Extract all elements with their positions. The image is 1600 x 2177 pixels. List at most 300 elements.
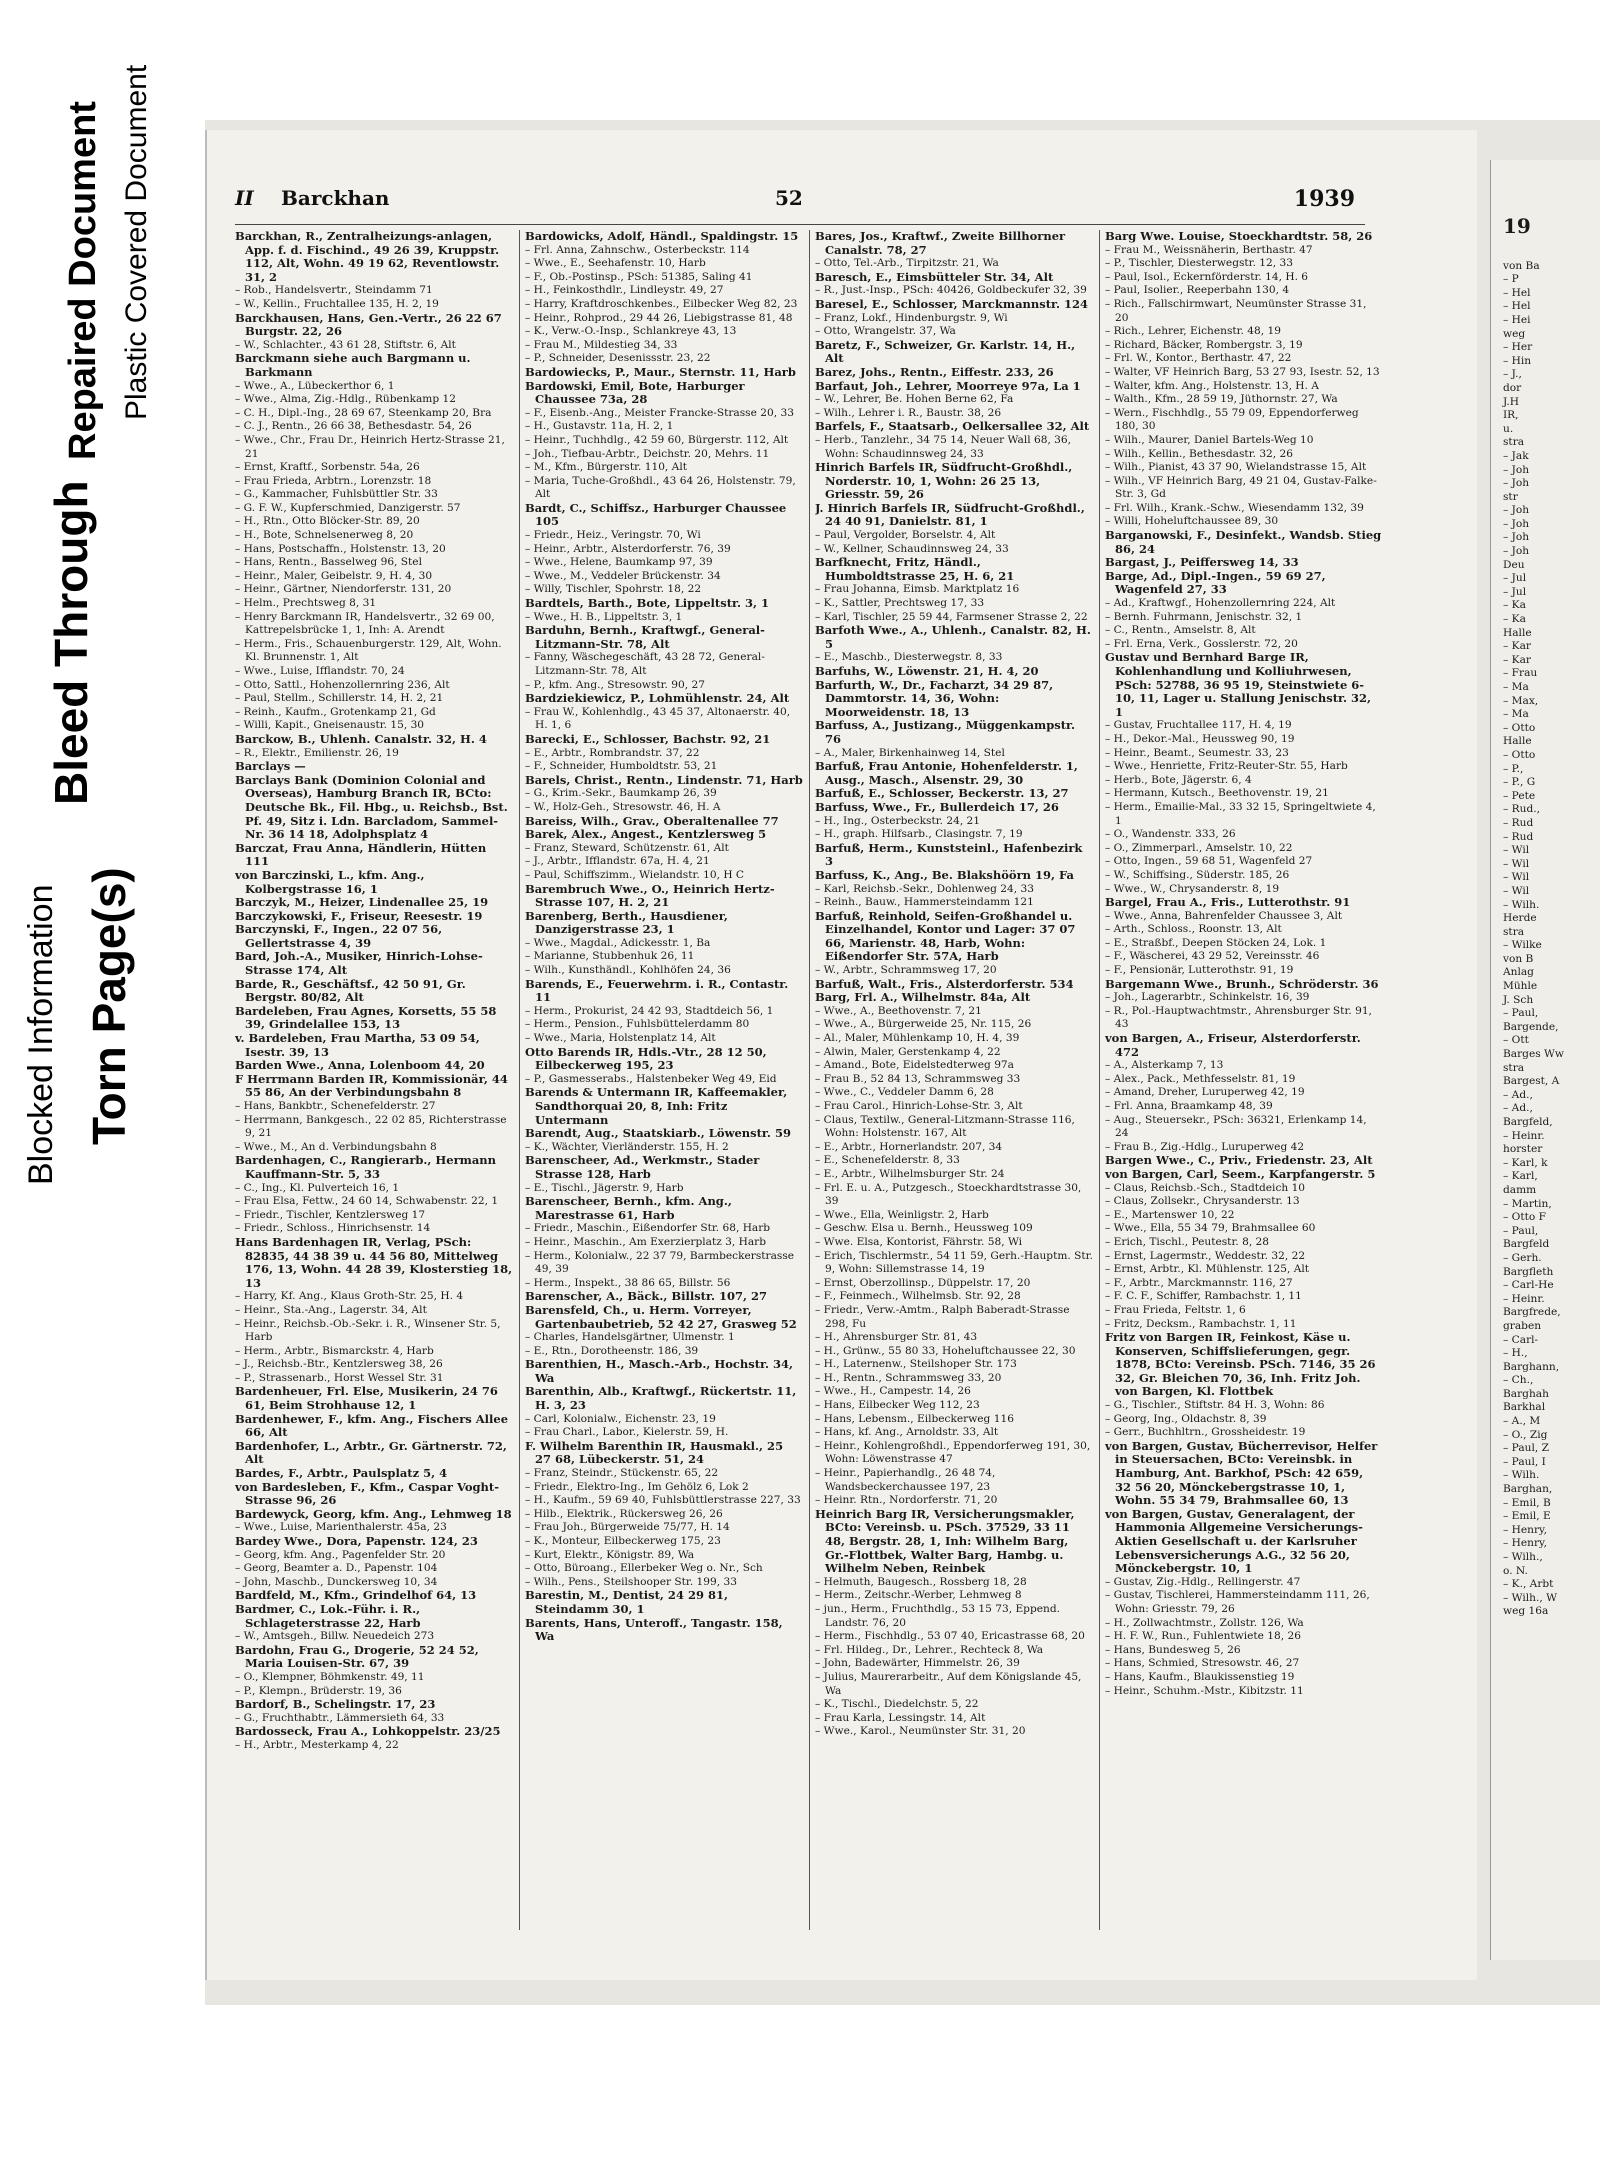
directory-entry: – Bernh. Fuhrmann, Jenischstr. 32, 1: [1105, 610, 1303, 623]
next-page-line: – Hei: [1503, 313, 1531, 326]
directory-entry: F Herrmann Barden IR, Kommissionär, 44 55 86, An der Verbindungsbahn 8: [235, 1071, 508, 1100]
next-page-line: – O., Zig: [1503, 1428, 1548, 1441]
directory-entry: – Frau Johanna, Eimsb. Marktplatz 16: [815, 583, 1020, 596]
next-page-line: graben: [1503, 1319, 1542, 1332]
directory-entry: – Alex., Pack., Methfesselstr. 81, 19: [1105, 1072, 1296, 1085]
directory-entry: – M., Kfm., Bürgerstr. 110, Alt: [525, 461, 687, 474]
directory-entry: Bardziekiewicz, P., Lohmühlenstr. 24, Alt: [525, 691, 790, 706]
next-page-line: – P.,: [1503, 762, 1524, 775]
directory-entry: – Ad., Kraftwgf., Hohenzollernring 224, Alt: [1105, 597, 1336, 610]
directory-page: [205, 130, 1477, 1980]
scanned-directory-spread: [205, 120, 1600, 2005]
directory-entry: Barenscheer, Bernh., kfm. Ang., Marestrasse 61, Harb: [525, 1194, 732, 1222]
directory-entry: – Hans, Postschaffn., Holstenstr. 13, 20: [235, 542, 446, 555]
directory-entry: Barendt, Aug., Staatskiarb., Löwenstr. 59: [525, 1126, 791, 1141]
directory-entry: – C. H., Dipl.-Ing., 28 69 67, Steenkamp 20, Bra: [235, 406, 492, 419]
directory-entry: von Bardesleben, F., Kfm., Caspar Voght-Strasse 96, 26: [235, 1479, 499, 1508]
directory-entry: Barg Wwe. Louise, Stoeckhardtstr. 58, 26: [1105, 230, 1373, 243]
directory-entry: – Helmuth, Baugesch., Rossberg 18, 28: [815, 1575, 1027, 1588]
directory-entry: – Wwe., Helene, Baumkamp 97, 39: [525, 556, 713, 569]
directory-entry: – H., Laternenw., Steilshoper Str. 173: [815, 1358, 1017, 1371]
directory-entry: – Karl, Reichsb.-Sekr., Dohlenweg 24, 33: [815, 882, 1034, 895]
directory-entry: – F., Arbtr., Marckmannstr. 116, 27: [1105, 1276, 1293, 1289]
directory-entry: Bargemann Wwe., Brunh., Schröderstr. 36: [1105, 976, 1379, 991]
directory-entry: Bardmer, C., Lok.-Führ. i. R., Schlageterstrasse 22, Harb: [235, 1601, 421, 1630]
directory-entry: – Arth., Schloss., Roonstr. 13, Alt: [1105, 923, 1282, 936]
directory-entry: – Hans, Lebensm., Eilbeckerweg 116: [815, 1412, 1014, 1425]
next-page-edge: [1490, 160, 1600, 1960]
next-page-line: dor: [1503, 381, 1522, 394]
directory-entry: – Herb., Bote, Jägerstr. 6, 4: [1105, 773, 1252, 786]
label-plastic-covered-document: Plastic Covered Document: [120, 64, 153, 420]
directory-entry: – Wwe., M., An d. Verbindungsbahn 8: [235, 1140, 437, 1153]
directory-entry: – K., Wächter, Vierländerstr. 155, H. 2: [525, 1140, 729, 1153]
directory-entry: – Rob., Handelsvertr., Steindamm 71: [235, 284, 433, 297]
next-page-line: o. N.: [1503, 1564, 1528, 1577]
directory-entry: – Franz, Lokf., Hindenburgstr. 9, Wi: [815, 311, 1008, 324]
directory-entry: – Georg, Beamter a. D., Papenstr. 104: [235, 1562, 438, 1575]
directory-entry: – W., Amtsgeh., Billw. Neuedeich 273: [235, 1630, 435, 1643]
next-page-line: – Wil: [1503, 857, 1530, 870]
next-page-line: – Carl-He: [1503, 1279, 1554, 1292]
next-page-line: weg: [1503, 327, 1526, 340]
directory-entry: Barfuss, K., Ang., Be. Blakshöörn 19, Fa: [815, 867, 1074, 882]
page-header: [235, 186, 1355, 220]
directory-entry: – Frau Carol., Hinrich-Lohse-Str. 3, Alt: [815, 1100, 1023, 1112]
directory-entry: – G., Tischler., Stiftstr. 84 H. 3, Wohn: 86: [1105, 1399, 1325, 1412]
directory-entry: Bargast, J., Peiffersweg 14, 33: [1105, 555, 1299, 570]
directory-entry: Barczynski, F., Ingen., 22 07 56, Gellertstrasse 4, 39: [235, 922, 443, 950]
directory-entry: – Herrmann, Bankgesch., 22 02 85, Richterstrasse 9, 21: [235, 1113, 507, 1140]
directory-entry: Barczykowski, F., Friseur, Reesestr. 19: [235, 908, 483, 923]
directory-entry: Baresel, E., Schlosser, Marckmannstr. 124: [815, 296, 1089, 311]
page-number: 52: [775, 186, 803, 210]
next-page-line: – Wilh., W: [1503, 1591, 1557, 1604]
next-page-line: – Hel: [1503, 286, 1531, 299]
directory-entry: Bardtels, Barth., Bote, Lippeltstr. 3, 1: [525, 596, 770, 611]
directory-entry: Bardes, F., Arbtr., Paulsplatz 5, 4: [235, 1466, 448, 1481]
directory-entry: – J., Reichsb.-Btr., Kentzlersweg 38, 26: [235, 1358, 443, 1371]
directory-entry: Barduhn, Bernh., Kraftwgf., General-Litzmann-Str. 78, Alt: [525, 623, 765, 651]
directory-entry: – Wwe., W., Chrysanderstr. 8, 19: [1105, 882, 1280, 895]
directory-entry: Barczat, Frau Anna, Händlerin, Hütten 111: [235, 840, 487, 869]
next-page-line: – Jul: [1503, 572, 1527, 585]
next-page-line: – Rud: [1503, 830, 1534, 843]
directory-column-4: [1105, 230, 1383, 1930]
directory-entry: – R., Elektr., Emilienstr. 26, 19: [235, 746, 399, 759]
directory-entry: Barfuß, E., Schlosser, Beckerstr. 13, 27: [815, 786, 1069, 801]
directory-entry: – O., Klempner, Böhmkenstr. 49, 11: [235, 1670, 425, 1683]
directory-entry: Barek, Alex., Angest., Kentzlersweg 5: [525, 827, 767, 842]
directory-entry: – Herm., Zeitschr.-Werber, Lehmweg 8: [815, 1589, 1022, 1602]
directory-entry: – Heinr., Maschin., Am Exerzierplatz 3, Harb: [525, 1235, 767, 1248]
next-page-line: – Heinr.: [1503, 1292, 1545, 1305]
directory-entry: – Wwe., Magdal., Adickesstr. 1, Ba: [525, 936, 711, 949]
directory-entry: Barfuß, Walt., Fris., Alsterdorferstr. 534: [815, 976, 1074, 991]
directory-entry: – Wwe., H. B., Lippeltstr. 3, 1: [525, 610, 683, 623]
directory-entry: – Frl. Wilh., Krank.-Schw., Wiesendamm 132, 39: [1105, 501, 1364, 514]
directory-entry: – H., Rtn., Otto Blöcker-Str. 89, 20: [235, 515, 420, 528]
directory-entry: – Al., Maler, Mühlenkamp 10, H. 4, 39: [815, 1032, 1020, 1045]
directory-entry: Bares, Jos., Kraftwf., Zweite Billhorner Canalstr. 78, 27: [815, 230, 1066, 257]
directory-entry: – Georg, kfm. Ang., Pagenfelder Str. 20: [235, 1548, 446, 1561]
directory-entry: – E., Maschb., Diesterwegstr. 8, 33: [815, 651, 1003, 664]
directory-entry: – K., Sattler, Prechtsweg 17, 33: [815, 597, 985, 610]
next-page-line: Anlag: [1503, 966, 1534, 979]
directory-entry: – Herm., Arbtr., Bismarckstr. 4, Harb: [235, 1344, 434, 1357]
directory-entry: – Wern., Fischhdlg., 55 79 09, Eppendorferweg 180, 30: [1105, 406, 1359, 433]
directory-entry: – Wwe., Luise, Ifflandstr. 70, 24: [235, 665, 405, 677]
directory-entry: – E., Martenswег 10, 22: [1105, 1208, 1235, 1221]
directory-entry: – Frau Elsa, Fettw., 24 60 14, Schwabenstr. 22, 1: [235, 1195, 499, 1208]
directory-entry: Barckow, B., Uhlenh. Canalstr. 32, H. 4: [235, 731, 487, 746]
directory-entry: Barfaut, Joh., Lehrer, Moorreye 97a, La 1: [815, 378, 1081, 393]
directory-entry: – F., Schneider, Humboldtstr. 53, 21: [525, 760, 718, 773]
next-page-line: – Henry,: [1503, 1523, 1548, 1536]
header-rule: [235, 224, 1365, 225]
directory-entry: – Franz, Steindr., Stückenstr. 65, 22: [525, 1467, 719, 1480]
directory-entry: – F., Wäscherei, 43 29 52, Vereinsstr. 46: [1105, 950, 1320, 963]
directory-entry: – Wwe. Elsa, Kontorist, Fährstr. 58, Wi: [815, 1235, 1023, 1248]
directory-entry: – Frl. Anna, Braamkamp 48, 39: [1105, 1100, 1273, 1112]
directory-entry: – Otto, Wrangelstr. 37, Wa: [815, 325, 956, 338]
directory-entry: – Rich., Fallschirmwart, Neumünster Strasse 31, 20: [1105, 297, 1367, 324]
directory-entry: – Marianne, Stubbenhuk 26, 11: [525, 950, 695, 963]
next-page-line: – Ma: [1503, 708, 1529, 721]
directory-entry: F. Wilhelm Barenthin IR, Hausmakl., 25 27 68, Lübeckerstr. 51, 24: [525, 1438, 784, 1467]
directory-entry: – Heinr., Beamt., Seumestr. 33, 23: [1105, 746, 1289, 759]
next-page-line: Barghann,: [1503, 1360, 1560, 1373]
directory-entry: Barfuß, Reinhold, Seifen-Großhandel u. Einzelhandel, Kontor und Lager: 37 07 66, Marienstr. 48, Harb, Wohn: Eißendorfer Str. 57A, Harb: [815, 908, 1076, 964]
next-page-line: – Wilh.: [1503, 898, 1540, 911]
next-page-line: von B: [1503, 952, 1534, 965]
directory-entry: Barenscher, A., Bäck., Billstr. 107, 27: [525, 1289, 768, 1304]
next-page-line: str: [1503, 490, 1518, 503]
directory-entry: Barfuss, A., Justizang., Müggenkampstr. 76: [815, 718, 1076, 746]
directory-entry: – Maria, Tuche-Großhdl., 43 64 26, Holstenstr. 79, Alt: [525, 474, 796, 501]
directory-entry: – P., Schneider, Desenissstr. 23, 22: [525, 352, 711, 365]
directory-entry: – Friedr., Tischler, Kentzlersweg 17: [235, 1208, 426, 1221]
directory-entry: – P., Klempn., Brüderstr. 19, 36: [235, 1684, 402, 1697]
column-divider: [809, 230, 810, 1930]
directory-entry: – Otto, Tel.-Arb., Tirpitzstr. 21, Wa: [815, 257, 999, 270]
directory-entry: – Heinr., Reichsb.-Ob.-Sekr. i. R., Winsener Str. 5, Harb: [235, 1317, 501, 1344]
directory-entry: – Herm., Fris., Schauenburgerstr. 129, Alt, Wohn. Kl. Brunnenstr. 1, Alt: [235, 637, 502, 664]
directory-entry: – Wilh., Kellin., Bethesdastr. 32, 26: [1105, 447, 1294, 460]
next-page-line: – Jak: [1503, 449, 1529, 462]
next-page-line: – Karl,: [1503, 1170, 1538, 1183]
next-page-line: weg 16a: [1503, 1605, 1549, 1618]
directory-entry: – Heinr., Papierhandlg., 26 48 74, Wandsbeckerchaussee 197, 23: [815, 1467, 996, 1493]
directory-entry: Bardowiecks, P., Maur., Sternstr. 11, Harb: [525, 364, 796, 379]
directory-entry: – H., graph. Hilfsarb., Clasingstr. 7, 19: [815, 828, 1023, 841]
directory-entry: – E., Straßbf., Deepen Stöcken 24, Lok. 1: [1105, 936, 1327, 949]
next-page-line: Barghan,: [1503, 1483, 1553, 1496]
directory-entry: Bareiss, Wilh., Grav., Oberaltenallee 77: [525, 813, 779, 828]
directory-entry: J. Hinrich Barfels IR, Südfrucht-Großhdl., 24 40 91, Danielstr. 81, 1: [815, 500, 1085, 529]
directory-entry: – Hans, Rentn., Basselweg 96, Stel: [235, 556, 422, 569]
directory-entry: – Georg, Ing., Oldachstr. 8, 39: [1105, 1412, 1267, 1425]
next-page-line: – P: [1503, 273, 1519, 286]
directory-entry: – C., Ing., Kl. Pulverteich 16, 1: [235, 1181, 400, 1194]
next-page-line: von Ba: [1503, 259, 1540, 272]
directory-entry: Bardorf, B., Schelingstr. 17, 23: [235, 1697, 436, 1712]
next-page-line: – Joh: [1503, 517, 1530, 530]
next-page-line: – Wilke: [1503, 939, 1542, 952]
directory-entry: – Heinr. Rtn., Nordorferstr. 71, 20: [815, 1494, 998, 1507]
next-page-line: – Ka: [1503, 599, 1526, 612]
directory-entry: – Paul, Schiffszimm., Wielandstr. 10, H C: [525, 868, 745, 881]
next-page-line: – Kar: [1503, 653, 1531, 666]
directory-entry: Bard, Joh.-A., Musiker, Hinrich-Lohse-Strasse 174, Alt: [235, 949, 483, 978]
directory-entry: – P., Strassenarb., Horst Wessel Str. 31: [235, 1371, 444, 1384]
directory-entry: – Friedr., Elektro-Ing., Im Gehölz 6, Lok 2: [525, 1480, 749, 1493]
directory-entry: Barfuss, Wwe., Fr., Bullerdeich 17, 26: [815, 799, 1059, 814]
next-page-line: Herde: [1503, 912, 1537, 925]
directory-entry: Barden Wwe., Anna, Lolenboom 44, 20: [235, 1058, 485, 1073]
next-page-line: Bargfleth: [1503, 1265, 1554, 1278]
directory-entry: – H., Kaufm., 59 69 40, Fuhlsbüttlerstrasse 227, 33: [525, 1494, 801, 1507]
directory-entry: – Karl, Tischler, 25 59 44, Farmsener Strasse 2, 22: [815, 610, 1088, 623]
directory-entry: Barde, R., Geschäftsf., 42 50 91, Gr. Bergstr. 80/82, Alt: [235, 976, 466, 1005]
directory-entry: – Heinr., Maler, Geibelstr. 9, H. 4, 30: [235, 569, 433, 582]
directory-entry: – Willy, Tischler, Spohrstr. 18, 22: [525, 583, 702, 596]
label-blocked-information: Blocked Information: [22, 884, 60, 1185]
directory-entry: Bardohn, Frau G., Drogerie, 52 24 52, Maria Louisen-Str. 67, 39: [235, 1642, 479, 1671]
label-repaired-document: Repaired Document: [62, 101, 104, 460]
directory-entry: – Herb., Tanzlehr., 34 75 14, Neuer Wall 68, 36, Wohn: Schaudinnsweg 24, 33: [815, 433, 1072, 460]
directory-entry: – jun., Herm., Fruchthdlg., 53 15 73, Eppend. Landstr. 76, 20: [815, 1602, 1060, 1629]
next-page-line: Bargende,: [1503, 1020, 1559, 1033]
directory-entry: – Walter, VF Heinrich Barg, 53 27 93, Isestr. 52, 13: [1105, 365, 1380, 378]
directory-entry: – Joh., Tiefbau-Arbtr., Deichstr. 20, Mehrs. 11: [525, 447, 770, 460]
directory-entry: – P., kfm. Ang., Stresowstr. 90, 27: [525, 678, 705, 691]
directory-entry: – Wwe., E., Seehafenstr. 10, Harb: [525, 257, 706, 270]
next-page-line: – Joh: [1503, 504, 1530, 517]
next-page-line: – Pete: [1503, 789, 1536, 802]
directory-entry: – E., Tischl., Jägerstr. 9, Harb: [525, 1181, 684, 1194]
directory-entry: – Amand, Dreher, Luruperweg 42, 19: [1105, 1086, 1305, 1099]
next-page-line: – Ka: [1503, 613, 1526, 626]
directory-entry: Baretz, F., Schweizer, Gr. Karlstr. 14, H., Alt: [815, 337, 1076, 366]
directory-entry: – Hans, Bundesweg 5, 26: [1105, 1643, 1241, 1656]
directory-entry: von Bargen, A., Friseur, Alsterdorferstr. 472: [1105, 1031, 1361, 1059]
next-page-line: – Max,: [1503, 694, 1539, 707]
next-page-line: – Jul: [1503, 585, 1527, 598]
directory-entry: – K., Monteur, Eilbeckerweg 175, 23: [525, 1535, 721, 1547]
page-keyword: Barckhan: [281, 186, 390, 210]
directory-entry: – W., Holz-Geh., Stresowstr. 46, H. A: [525, 800, 721, 813]
directory-entry: Barenthien, H., Masch.-Arb., Hochstr. 34, Wa: [525, 1357, 794, 1385]
directory-entry: – Frau Frieda, Arbtrn., Lorenzstr. 18: [235, 474, 432, 487]
next-page-line: Barghah: [1503, 1387, 1549, 1400]
next-page-line: – P., G: [1503, 776, 1536, 789]
directory-entry: – O., Zimmerparl., Amselstr. 10, 22: [1105, 841, 1293, 854]
next-page-line: – Joh: [1503, 477, 1530, 490]
next-page-lines: [1503, 260, 1600, 1619]
directory-entry: – Wwe., Anna, Bahrenfelder Chaussee 3, Alt: [1105, 909, 1343, 922]
directory-entry: – Herm., Inspekt., 38 86 65, Billstr. 56: [525, 1276, 731, 1289]
directory-entry: – Frau Karla, Lessingstr. 14, Alt: [815, 1711, 986, 1724]
directory-entry: – Herm., Kolonialw., 22 37 79, Barmbeckerstrasse 49, 39: [525, 1249, 795, 1276]
next-page-line: Bargfrede,: [1503, 1306, 1561, 1319]
directory-entry: Barckmann siehe auch Bargmann u. Barkmann: [235, 351, 471, 379]
directory-entry: – Otto, Sattl., Hohenzollernring 236, Alt: [235, 678, 450, 691]
directory-entry: – Herm., Fischhdlg., 53 07 40, Ericastrasse 68, 20: [815, 1630, 1085, 1643]
directory-entry: – Friedr., Maschin., Eißendorfer Str. 68, Harb: [525, 1222, 771, 1235]
directory-entry: Barenberg, Berth., Hausdiener, Danzigerstrasse 23, 1: [525, 908, 728, 937]
directory-entry: – John, Badewärter, Himmelstr. 26, 39: [815, 1657, 1020, 1670]
directory-entry: Barensfeld, Ch., u. Herm. Vorreyer, Gartenbaubetrieb, 52 42 27, Grasweg 52: [525, 1302, 797, 1331]
next-page-line: – Ch.,: [1503, 1374, 1534, 1387]
next-page-line: J.H: [1503, 395, 1520, 408]
directory-entry: – Hilb., Elektrik., Rückersweg 26, 26: [525, 1507, 723, 1520]
directory-entry: – K., Tischl., Diedelchstr. 5, 22: [815, 1698, 979, 1711]
directory-entry: – H., Ahrensburger Str. 81, 43: [815, 1331, 978, 1344]
directory-entry: Bardenheuer, Frl. Else, Musikerin, 24 76 61, Beim Strohhause 12, 1: [235, 1384, 498, 1413]
directory-entry: – Frau M., Weissnäherin, Berthastr. 47: [1105, 243, 1313, 256]
directory-entry: – Wwe., Ella, 55 34 79, Brahmsallee 60: [1105, 1222, 1316, 1235]
next-page-line: – A., M: [1503, 1415, 1541, 1428]
directory-entry: – E., Schenefelderstr. 8, 33: [815, 1154, 960, 1167]
next-page-line: – Carl-: [1503, 1333, 1539, 1346]
directory-entry: – Wwe., Luise, Marienthalerstr. 45a, 23: [235, 1521, 447, 1534]
next-page-line: – Wilh.,: [1503, 1551, 1543, 1563]
directory-entry: – W., Schlachter., 43 61 28, Stiftstr. 6, Alt: [235, 338, 456, 351]
directory-entry: – Wwe., Alma, Zig.-Hdlg., Rübenkamp 12: [235, 393, 456, 406]
next-page-line: Barges Ww: [1503, 1048, 1564, 1061]
directory-entry: – Julius, Maurerarbeitr., Auf dem Königslande 45, Wa: [815, 1670, 1082, 1697]
directory-entry: – F., Pensionär, Lutterothstr. 91, 19: [1105, 964, 1294, 977]
directory-entry: – W., Lehrer, Be. Hohen Berne 62, Fa: [815, 393, 1014, 406]
directory-entry: Barckhausen, Hans, Gen.-Vertr., 26 22 67 Burgstr. 22, 26: [235, 310, 502, 339]
directory-entry: Barczyk, M., Heizer, Lindenallee 25, 19: [235, 895, 489, 910]
directory-entry: Barfuhs, W., Löwenstr. 21, H. 4, 20: [815, 664, 1039, 678]
directory-entry: – A., Alsterkamp 7, 13: [1105, 1059, 1224, 1072]
directory-entry: – Heinr., Gärtner, Niendorferstr. 131, 20: [235, 583, 452, 596]
directory-entry: – F., Feinmech., Wilhelmsb. Str. 92, 28: [815, 1290, 1021, 1303]
next-page-line: – Kar: [1503, 640, 1531, 653]
directory-entry: – Frl. E. u. A., Putzgesch., Stoeckhardtstrasse 30, 39: [815, 1181, 1082, 1208]
directory-entry: – Kurt, Elektr., Königstr. 89, Wa: [525, 1548, 695, 1561]
directory-entry: Barfuß, Frau Antonie, Hohenfelderstr. 1, Ausg., Masch., Alsenstr. 29, 30: [815, 759, 1078, 787]
scan-condition-labels: [0, 64, 240, 1640]
directory-entry: – Friedr., Heiz., Veringstr. 70, Wi: [525, 529, 701, 542]
directory-entry: – Paul, Vergolder, Borselstr. 4, Alt: [815, 529, 996, 542]
directory-entry: – Walth., Kfm., 28 59 19, Jüthornstr. 27, Wa: [1105, 393, 1338, 406]
directory-entry: – Geschw. Elsa u. Bernh., Heussweg 109: [815, 1222, 1033, 1235]
directory-entry: – W., Arbtr., Schrammsweg 17, 20: [815, 964, 997, 977]
directory-entry: – Wwe., A., Bürgerweide 25, Nr. 115, 26: [815, 1018, 1032, 1031]
next-page-line: Barkhal: [1503, 1401, 1546, 1414]
next-page-line: – Wil: [1503, 871, 1530, 884]
column-divider: [1099, 230, 1100, 1930]
directory-entry: – Reinh., Kaufm., Grotenkamp 21, Gd: [235, 705, 436, 718]
next-page-line: u.: [1503, 422, 1514, 435]
directory-entry: Barclays Bank (Dominion Colonial and Overseas), Hamburg Branch IR, BCto: Deutsche Bk., Fil. Hbg., u. Reichsb., Bst. Pf. 49, Sitz i. Ldn. Barcladom, Sammel-Nr. 36 14 18, Adolphsplatz 4: [235, 772, 508, 842]
directory-entry: – W., Kellin., Fruchtallee 135, H. 2, 19: [235, 297, 439, 310]
directory-entry: – John, Maschb., Dunckersweg 10, 34: [235, 1575, 438, 1588]
directory-entry: v. Bardeleben, Frau Martha, 53 09 54, Isestr. 39, 13: [235, 1031, 480, 1059]
directory-entry: Barge, Ad., Dipl.-Ingen., 59 69 27, Wagenfeld 27, 33: [1105, 568, 1326, 597]
directory-entry: – G., Kammacher, Fuhlsbüttler Str. 33: [235, 488, 438, 501]
directory-entry: – Wwe., H., Campestr. 14, 26: [815, 1385, 971, 1398]
next-page-line: – Wilh.: [1503, 1469, 1540, 1482]
directory-entry: – Frl. Anna, Zahnschw., Osterbeckstr. 114: [525, 243, 750, 256]
next-page-line: – Her: [1503, 341, 1533, 354]
directory-entry: – J., Arbtr., Ifflandstr. 67a, H. 4, 21: [525, 855, 710, 868]
directory-entry: Bardey Wwe., Dora, Papenstr. 124, 23: [235, 1534, 478, 1548]
directory-entry: – H. F. W., Run., Fuhlentwiete 18, 26: [1105, 1630, 1301, 1643]
directory-entry: – Herm., Emailie-Mal., 33 32 15, Springeltwiete 4, 1: [1105, 800, 1376, 827]
directory-entry: Fritz von Bargen IR, Feinkost, Käse u. Konserven, Schiffslieferungen, gegr. 1878, BCto: Vereinsb. PSch. 7146, 35 26 32, Gr. Bleichen 70, 36, Inh. Fritz Joh. von Bargen, Kl. Flottbek: [1105, 1330, 1376, 1399]
directory-entry: Barestin, M., Dentist, 24 29 81, Steindamm 30, 1: [525, 1588, 728, 1616]
next-page-line: Bargest, A: [1503, 1075, 1560, 1088]
directory-entry: – Hans, Schmied, Stresowstr. 46, 27: [1105, 1657, 1300, 1670]
directory-entry: Barg, Frl. A., Wilhelmstr. 84a, Alt: [815, 990, 1031, 1005]
directory-entry: – Herm., Prokurist, 24 42 93, Stadtdeich 56, 1: [525, 1004, 774, 1017]
directory-entry: – Frau Charl., Labor., Kielerstr. 59, H.: [525, 1426, 729, 1439]
directory-entry: – H., Bote, Schnelsenerweg 8, 20: [235, 529, 414, 542]
directory-entry: Barels, Christ., Rentn., Lindenstr. 71, Harb: [525, 772, 803, 787]
next-page-line: Halle: [1503, 735, 1532, 748]
directory-entry: – Wwe., Karol., Neumünster Str. 31, 20: [815, 1725, 1026, 1738]
directory-entry: – Heinr., Schuhm.-Mstr., Kibitzstr. 11: [1105, 1684, 1304, 1697]
next-page-line: – Joh: [1503, 531, 1530, 544]
directory-entry: Barenscheer, Ad., Werkmstr., Stader Strasse 128, Harb: [525, 1153, 760, 1181]
directory-entry: – Frau W., Kohlenhdlg., 43 45 37, Altonaerstr. 40, H. 1, 6: [525, 705, 791, 732]
directory-entry: – O., Wandenstr. 333, 26: [1105, 828, 1236, 841]
directory-entry: – R., Just.-Insp., PSch: 40426, Goldbeckufer 32, 39: [815, 284, 1087, 297]
column-divider: [519, 230, 520, 1930]
next-page-line: – Rud.,: [1503, 803, 1540, 816]
directory-entry: Bardowicks, Adolf, Händl., Spaldingstr. 15: [525, 230, 799, 243]
directory-entry: – Otto, Büroang., Ellerbeker Weg o. Nr., Sch: [525, 1562, 763, 1575]
directory-entry: – Herm., Pension., Fuhlsbüttelerdamm 80: [525, 1018, 750, 1031]
directory-entry: – Wilh., VF Heinrich Barg, 49 21 04, Gustav-Falke-Str. 3, Gd: [1105, 474, 1377, 501]
next-page-line: – Martin,: [1503, 1197, 1552, 1210]
directory-entry: – Hans, Kaufm., Blaukissenstieg 19: [1105, 1670, 1295, 1683]
directory-entry: – Wwe., Ella, Weinligstr. 2, Harb: [815, 1208, 989, 1221]
next-page-line: Mühle: [1503, 980, 1538, 993]
next-page-line: – J.,: [1503, 368, 1522, 381]
next-page-line: – Emil, B: [1503, 1496, 1551, 1509]
directory-entry: – Wilh., Pens., Steilshooper Str. 199, 33: [525, 1575, 737, 1588]
label-bleed-through: Bleed Through: [45, 480, 97, 805]
directory-entry: – P., Tischler, Diesterwegstr. 12, 33: [1105, 257, 1294, 270]
directory-entry: – Frau Joh., Bürgerweide 75/77, H. 14: [525, 1521, 730, 1534]
directory-entry: – Gerr., Buchhltrn., Grossheidestr. 19: [1105, 1426, 1306, 1439]
directory-entry: – G., Fruchthabtr., Lämmersieth 64, 33: [235, 1711, 445, 1724]
directory-entry: – Frl. W., Kontor., Berthastr. 47, 22: [1105, 352, 1292, 365]
directory-entry: – Erich, Tischl., Peutestr. 8, 28: [1105, 1235, 1270, 1248]
directory-entry: – Wwe., Henriette, Fritz-Reuter-Str. 55, Harb: [1105, 760, 1348, 773]
directory-entry: – E., Arbtr., Wilhelmsburger Str. 24: [815, 1167, 1005, 1180]
next-page-header: 19: [1503, 214, 1531, 238]
directory-entry: – Frau M., Mildestieg 34, 33: [525, 338, 678, 351]
directory-entry: Barends, E., Feuerwehrm. i. R., Contastr. 11: [525, 976, 789, 1005]
directory-entry: Hans Bardenhagen IR, Verlag, PSch: 82835, 44 38 39 u. 44 56 80, Mittelweg 176, 13, Wohn. 44 28 39, Klosterstieg 18, 13: [235, 1234, 513, 1290]
directory-entry: Bardt, C., Schiffsz., Harburger Chaussee 105: [525, 500, 787, 529]
next-page-line: – H.,: [1503, 1347, 1528, 1360]
directory-entry: – C. J., Rentn., 26 66 38, Bethesdastr. 54, 26: [235, 420, 472, 433]
directory-entry: Barecki, E., Schlosser, Bachstr. 92, 21: [525, 731, 771, 746]
directory-entry: Barclays —: [235, 759, 306, 774]
next-page-line: – Heinr.: [1503, 1129, 1545, 1142]
directory-entry: Bargen Wwe., C., Priv., Friedenstr. 23, Alt: [1105, 1153, 1373, 1168]
directory-entry: Bardeleben, Frau Agnes, Korsetts, 55 58 39, Grindelallee 153, 13: [235, 1003, 497, 1032]
directory-entry: Bardenhofer, L., Arbtr., Gr. Gärtnerstr. 72, Alt: [235, 1438, 507, 1467]
